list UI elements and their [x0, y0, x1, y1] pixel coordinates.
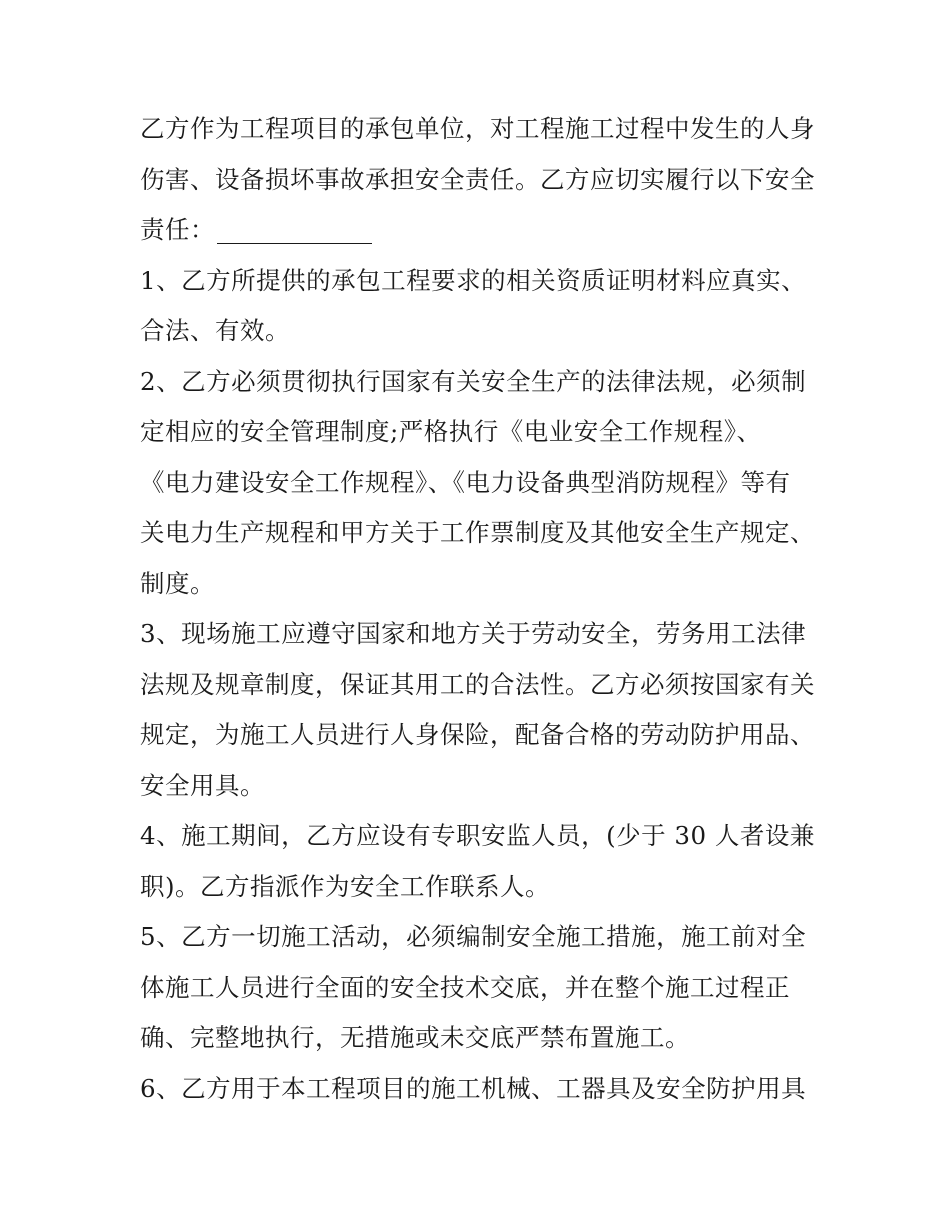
item-2-line-2: 定相应的安全管理制度;严格执行《电业安全工作规程》、	[140, 417, 762, 446]
item-5-line-2: 体施工人员进行全面的安全技术交底，并在整个施工过程正	[140, 972, 790, 1002]
item-1-line-1: 1、乙方所提供的承包工程要求的相关资质证明材料应真实、	[140, 265, 807, 295]
item-2-line-1: 2、乙方必须贯彻执行国家有关安全生产的法律法规，必须制	[140, 366, 807, 396]
document-body	[140, 104, 820, 1114]
item-4-line-1: 4、施工期间，乙方应设有专职安监人员，(少于 30 人者设兼	[140, 821, 815, 850]
item-6-line-1: 6、乙方用于本工程项目的施工机械、工器具及安全防护用具	[140, 1073, 807, 1103]
item-5-line-3: 确、完整地执行，无措施或未交底严禁布置施工。	[140, 1023, 690, 1052]
fill-in-blank	[217, 242, 372, 244]
item-3-line-2: 法规及规章制度，保证其用工的合法性。乙方必须按国家有关	[140, 669, 815, 699]
item-4-line-2: 职)。乙方指派作为安全工作联系人。	[140, 871, 551, 901]
item-3-line-1: 3、现场施工应遵守国家和地方关于劳动安全，劳务用工法律	[140, 619, 807, 648]
item-3-line-3: 规定，为施工人员进行人身保险，配备合格的劳动防护用品、	[140, 720, 815, 749]
paragraph-intro-line-3	[140, 205, 820, 256]
item-1-line-2: 合法、有效。	[140, 316, 290, 345]
item-2-line-4: 关电力生产规程和甲方关于工作票制度及其他安全生产规定、	[140, 518, 815, 547]
item-5-line-1: 5、乙方一切施工活动，必须编制安全施工措施，施工前对全	[140, 922, 807, 951]
paragraph-intro-line-2: 伤害、设备损坏事故承担安全责任。乙方应切实履行以下安全	[140, 164, 815, 194]
item-2-line-5: 制度。	[140, 568, 215, 598]
item-3-line-4: 安全用具。	[140, 770, 265, 800]
responsibility-label: 责任：	[140, 215, 215, 244]
paragraph-intro-line-1: 乙方作为工程项目的承包单位，对工程施工过程中发生的人身	[140, 114, 815, 143]
item-2-line-3: 《电力建设安全工作规程》、《电力设备典型消防规程》等有	[140, 467, 791, 497]
